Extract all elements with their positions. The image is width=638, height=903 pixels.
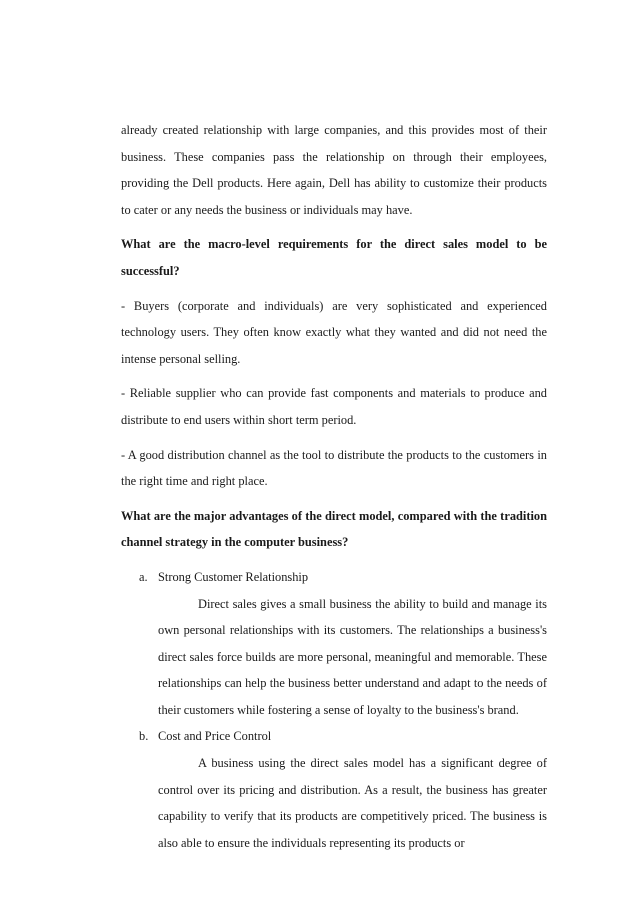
advantages-list [121, 564, 547, 857]
advantage-title: Strong Customer Relationship [158, 569, 309, 584]
advantage-title: Cost and Price Control [158, 729, 272, 744]
requirement-supplier: - Reliable supplier who can provide fast components and materials to produce and distribute to end users within short term period. [121, 386, 547, 427]
list-item [121, 564, 547, 724]
list-marker: a. [139, 569, 148, 584]
intro-paragraph: already created relationship with large companies, and this provides most of their business. These companies pass the relationship on through their employees, providing the Dell products. Here again, Dell has ability to customize their products to cater or any needs the business or individuals may have. [121, 123, 547, 217]
advantage-body: Direct sales gives a small business the ability to build and manage its own personal relationships with its customers. The relationships a business's direct sales force builds are more personal, meaningful and memorable. These relationships can help the business better understand and adapt to the needs of their customers while fostering a sense of loyalty to the business's brand. [158, 596, 547, 717]
advantage-body: A business using the direct sales model has a significant degree of control over its pricing and distribution. As a result, the business has greater capability to verify that its products are competitively priced. The business is also able to ensure the individuals representing its products or [158, 756, 547, 850]
list-item [121, 723, 547, 856]
list-marker: b. [139, 729, 149, 744]
question-direct-model-advantages: What are the major advantages of the direct model, compared with the tradition channel strategy in the computer business? [121, 508, 547, 550]
document-page [121, 117, 547, 856]
question-macro-requirements: What are the macro-level requirements for the direct sales model to be successful? [121, 237, 547, 278]
advantage-heading [121, 723, 547, 750]
advantage-heading [121, 564, 547, 591]
requirement-buyers: - Buyers (corporate and individuals) are very sophisticated and experienced technology users. They often know exactly what they wanted and did not need the intense personal selling. [121, 298, 547, 366]
requirement-distribution: - A good distribution channel as the tool to distribute the products to the customers in the right time and right place. [121, 447, 547, 489]
